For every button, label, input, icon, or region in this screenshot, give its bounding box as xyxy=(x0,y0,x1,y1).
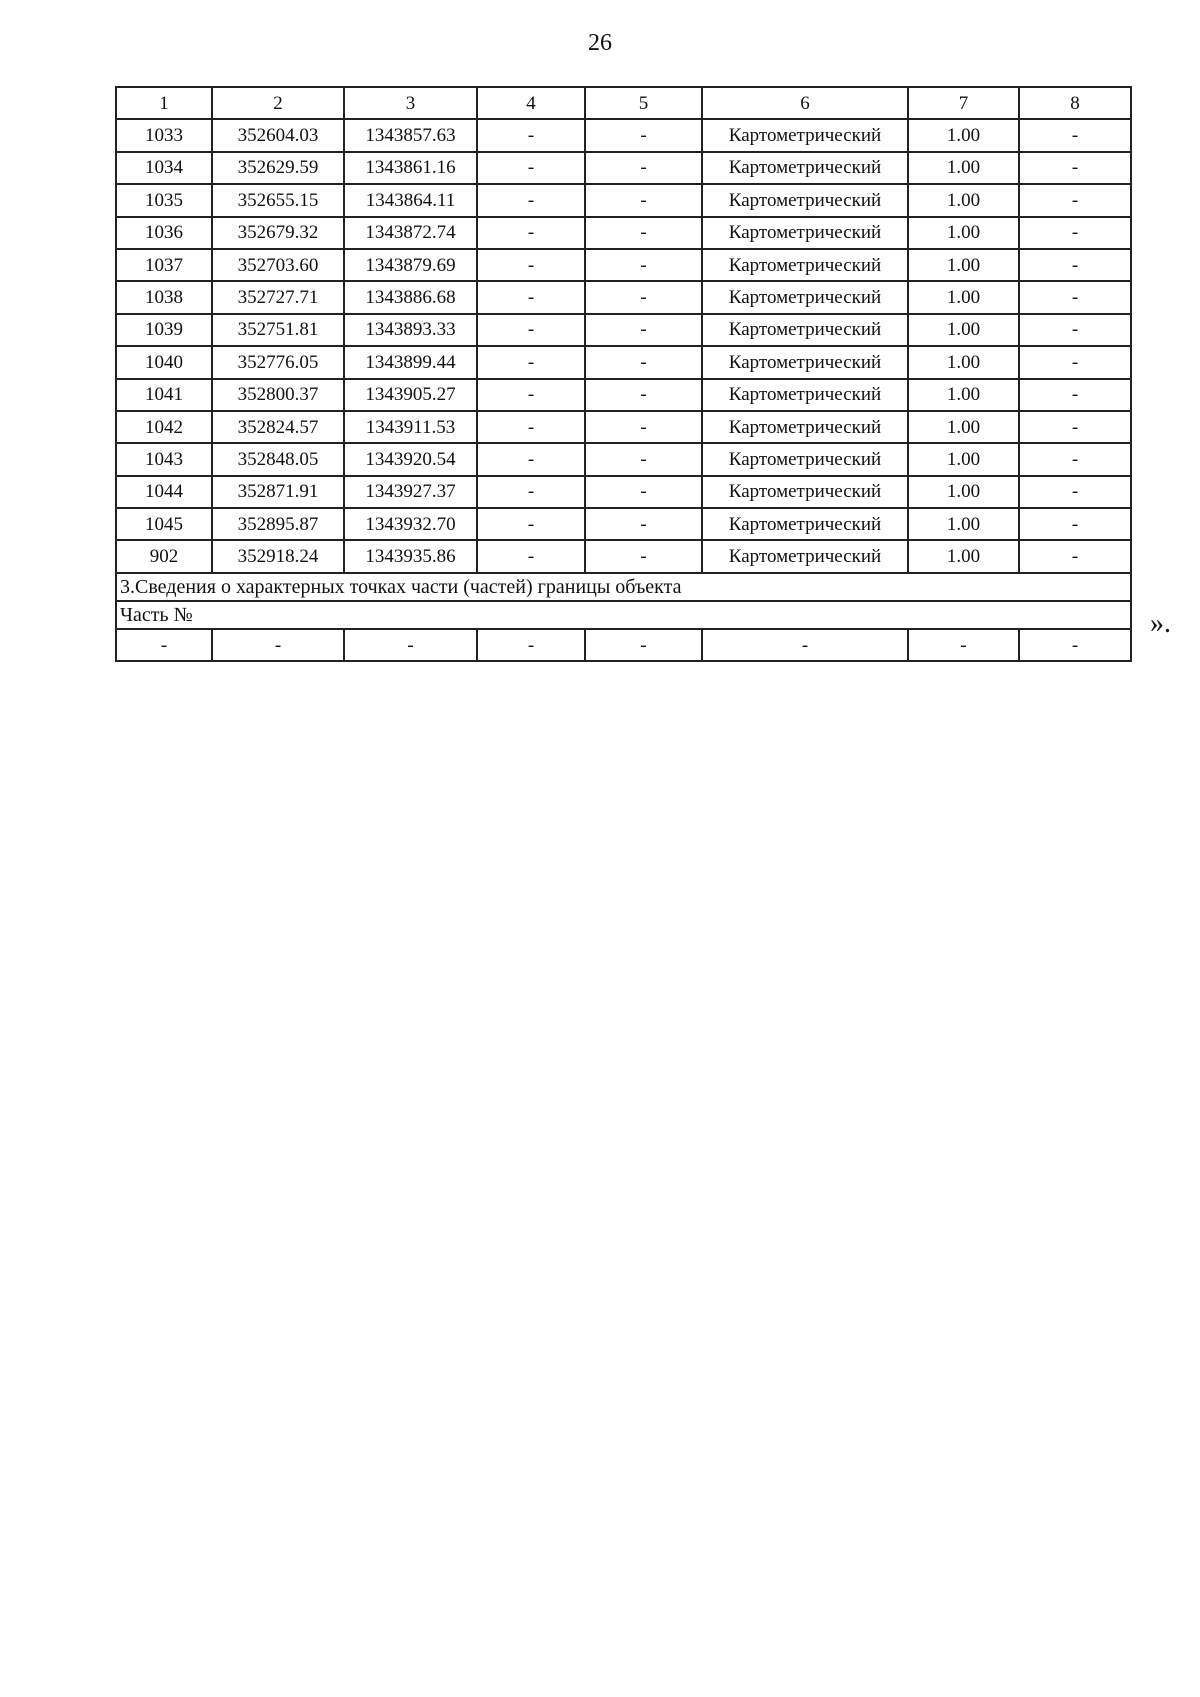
y-coordinate-cell: 1343879.69 xyxy=(344,249,477,281)
col-5-cell: - xyxy=(585,629,702,661)
method-cell: Картометрический xyxy=(702,314,908,346)
col-8-cell: - xyxy=(1019,281,1131,313)
point-number-cell: 1036 xyxy=(116,217,212,249)
point-number-cell: 1043 xyxy=(116,443,212,475)
x-coordinate-cell: 352800.37 xyxy=(212,379,344,411)
y-coordinate-cell: 3 xyxy=(344,87,477,119)
col-8-cell: - xyxy=(1019,411,1131,443)
y-coordinate-cell: 1343935.86 xyxy=(344,540,477,572)
method-cell: Картометрический xyxy=(702,379,908,411)
col-5-cell: - xyxy=(585,508,702,540)
col-4-cell: - xyxy=(477,629,585,661)
col-5-cell: - xyxy=(585,540,702,572)
x-coordinate-cell: 352871.91 xyxy=(212,476,344,508)
y-coordinate-cell: 1343927.37 xyxy=(344,476,477,508)
point-number-cell: 1033 xyxy=(116,119,212,151)
x-coordinate-cell: 352824.57 xyxy=(212,411,344,443)
col-4-cell: - xyxy=(477,540,585,572)
x-coordinate-cell: 352655.15 xyxy=(212,184,344,216)
x-coordinate-cell: 2 xyxy=(212,87,344,119)
x-coordinate-cell: 352776.05 xyxy=(212,346,344,378)
method-cell: Картометрический xyxy=(702,443,908,475)
table-row xyxy=(116,508,1131,540)
y-coordinate-cell: 1343861.16 xyxy=(344,152,477,184)
y-coordinate-cell: 1343920.54 xyxy=(344,443,477,475)
table-row xyxy=(116,411,1131,443)
point-number-cell: 1041 xyxy=(116,379,212,411)
x-coordinate-cell: 352918.24 xyxy=(212,540,344,572)
table-row xyxy=(116,346,1131,378)
col-5-cell: - xyxy=(585,152,702,184)
method-cell: Картометрический xyxy=(702,508,908,540)
point-number-cell: 1039 xyxy=(116,314,212,346)
page-number: 26 xyxy=(588,30,612,56)
table-row xyxy=(116,152,1131,184)
method-cell: Картометрический xyxy=(702,249,908,281)
x-coordinate-cell: 352629.59 xyxy=(212,152,344,184)
col-8-cell: - xyxy=(1019,508,1131,540)
point-number-cell: 1034 xyxy=(116,152,212,184)
table-row xyxy=(116,314,1131,346)
y-coordinate-cell: 1343893.33 xyxy=(344,314,477,346)
accuracy-cell: 1.00 xyxy=(908,184,1019,216)
col-4-cell: - xyxy=(477,508,585,540)
col-4-cell: - xyxy=(477,346,585,378)
table-row xyxy=(116,119,1131,151)
closing-quote-mark: ». xyxy=(1150,608,1171,639)
x-coordinate-cell: 352703.60 xyxy=(212,249,344,281)
method-cell: Картометрический xyxy=(702,152,908,184)
table-row xyxy=(116,281,1131,313)
col-5-cell: - xyxy=(585,346,702,378)
table-row xyxy=(116,476,1131,508)
col-8-cell: - xyxy=(1019,152,1131,184)
accuracy-cell: 1.00 xyxy=(908,346,1019,378)
table-header-row xyxy=(116,87,1131,119)
col-8-cell: - xyxy=(1019,540,1131,572)
col-4-cell: 4 xyxy=(477,87,585,119)
point-number-cell: 1040 xyxy=(116,346,212,378)
col-5-cell: - xyxy=(585,281,702,313)
point-number-cell: 1037 xyxy=(116,249,212,281)
accuracy-cell: 1.00 xyxy=(908,476,1019,508)
y-coordinate-cell: 1343864.11 xyxy=(344,184,477,216)
col-4-cell: - xyxy=(477,119,585,151)
col-8-cell: - xyxy=(1019,379,1131,411)
table-row xyxy=(116,379,1131,411)
col-8-cell: - xyxy=(1019,249,1131,281)
point-number-cell: 1042 xyxy=(116,411,212,443)
y-coordinate-cell: - xyxy=(344,629,477,661)
col-4-cell: - xyxy=(477,217,585,249)
table-row xyxy=(116,249,1131,281)
col-4-cell: - xyxy=(477,249,585,281)
col-4-cell: - xyxy=(477,379,585,411)
col-8-cell: - xyxy=(1019,629,1131,661)
table-row xyxy=(116,443,1131,475)
accuracy-cell: 1.00 xyxy=(908,540,1019,572)
col-4-cell: - xyxy=(477,476,585,508)
col-4-cell: - xyxy=(477,411,585,443)
boundary-points-table xyxy=(115,86,1132,662)
x-coordinate-cell: 352751.81 xyxy=(212,314,344,346)
table-empty-row xyxy=(116,629,1131,661)
col-5-cell: - xyxy=(585,249,702,281)
col-5-cell: - xyxy=(585,314,702,346)
part-label-row xyxy=(116,601,1131,629)
x-coordinate-cell: 352848.05 xyxy=(212,443,344,475)
col-8-cell: - xyxy=(1019,119,1131,151)
y-coordinate-cell: 1343905.27 xyxy=(344,379,477,411)
col-8-cell: 8 xyxy=(1019,87,1131,119)
col-4-cell: - xyxy=(477,281,585,313)
y-coordinate-cell: 1343932.70 xyxy=(344,508,477,540)
col-8-cell: - xyxy=(1019,217,1131,249)
col-4-cell: - xyxy=(477,314,585,346)
accuracy-cell: 1.00 xyxy=(908,508,1019,540)
accuracy-cell: 7 xyxy=(908,87,1019,119)
y-coordinate-cell: 1343911.53 xyxy=(344,411,477,443)
section-title-row xyxy=(116,573,1131,601)
point-number-cell: - xyxy=(116,629,212,661)
accuracy-cell: 1.00 xyxy=(908,411,1019,443)
table-row xyxy=(116,540,1131,572)
point-number-cell: 902 xyxy=(116,540,212,572)
point-number-cell: 1 xyxy=(116,87,212,119)
x-coordinate-cell: 352895.87 xyxy=(212,508,344,540)
part-label-row-cell: Часть № xyxy=(116,601,1131,629)
point-number-cell: 1044 xyxy=(116,476,212,508)
y-coordinate-cell: 1343857.63 xyxy=(344,119,477,151)
col-4-cell: - xyxy=(477,184,585,216)
col-5-cell: - xyxy=(585,379,702,411)
col-8-cell: - xyxy=(1019,184,1131,216)
accuracy-cell: 1.00 xyxy=(908,281,1019,313)
y-coordinate-cell: 1343899.44 xyxy=(344,346,477,378)
method-cell: - xyxy=(702,629,908,661)
table-body xyxy=(116,87,1131,661)
col-5-cell: - xyxy=(585,411,702,443)
col-8-cell: - xyxy=(1019,314,1131,346)
method-cell: Картометрический xyxy=(702,281,908,313)
method-cell: Картометрический xyxy=(702,411,908,443)
accuracy-cell: 1.00 xyxy=(908,119,1019,151)
x-coordinate-cell: 352604.03 xyxy=(212,119,344,151)
col-8-cell: - xyxy=(1019,346,1131,378)
col-5-cell: - xyxy=(585,476,702,508)
accuracy-cell: 1.00 xyxy=(908,443,1019,475)
col-8-cell: - xyxy=(1019,476,1131,508)
method-cell: Картометрический xyxy=(702,476,908,508)
table-row xyxy=(116,217,1131,249)
point-number-cell: 1035 xyxy=(116,184,212,216)
accuracy-cell: 1.00 xyxy=(908,217,1019,249)
col-5-cell: - xyxy=(585,119,702,151)
x-coordinate-cell: 352727.71 xyxy=(212,281,344,313)
accuracy-cell: 1.00 xyxy=(908,314,1019,346)
method-cell: Картометрический xyxy=(702,119,908,151)
y-coordinate-cell: 1343872.74 xyxy=(344,217,477,249)
x-coordinate-cell: - xyxy=(212,629,344,661)
method-cell: 6 xyxy=(702,87,908,119)
method-cell: Картометрический xyxy=(702,346,908,378)
x-coordinate-cell: 352679.32 xyxy=(212,217,344,249)
accuracy-cell: 1.00 xyxy=(908,249,1019,281)
accuracy-cell: 1.00 xyxy=(908,379,1019,411)
col-5-cell: - xyxy=(585,443,702,475)
col-5-cell: - xyxy=(585,217,702,249)
col-8-cell: - xyxy=(1019,443,1131,475)
col-4-cell: - xyxy=(477,152,585,184)
method-cell: Картометрический xyxy=(702,540,908,572)
method-cell: Картометрический xyxy=(702,217,908,249)
point-number-cell: 1038 xyxy=(116,281,212,313)
accuracy-cell: 1.00 xyxy=(908,152,1019,184)
col-5-cell: - xyxy=(585,184,702,216)
col-5-cell: 5 xyxy=(585,87,702,119)
y-coordinate-cell: 1343886.68 xyxy=(344,281,477,313)
accuracy-cell: - xyxy=(908,629,1019,661)
section-title-row-cell: 3.Сведения о характерных точках части (частей) границы объекта xyxy=(116,573,1131,601)
table-row xyxy=(116,184,1131,216)
method-cell: Картометрический xyxy=(702,184,908,216)
point-number-cell: 1045 xyxy=(116,508,212,540)
col-4-cell: - xyxy=(477,443,585,475)
